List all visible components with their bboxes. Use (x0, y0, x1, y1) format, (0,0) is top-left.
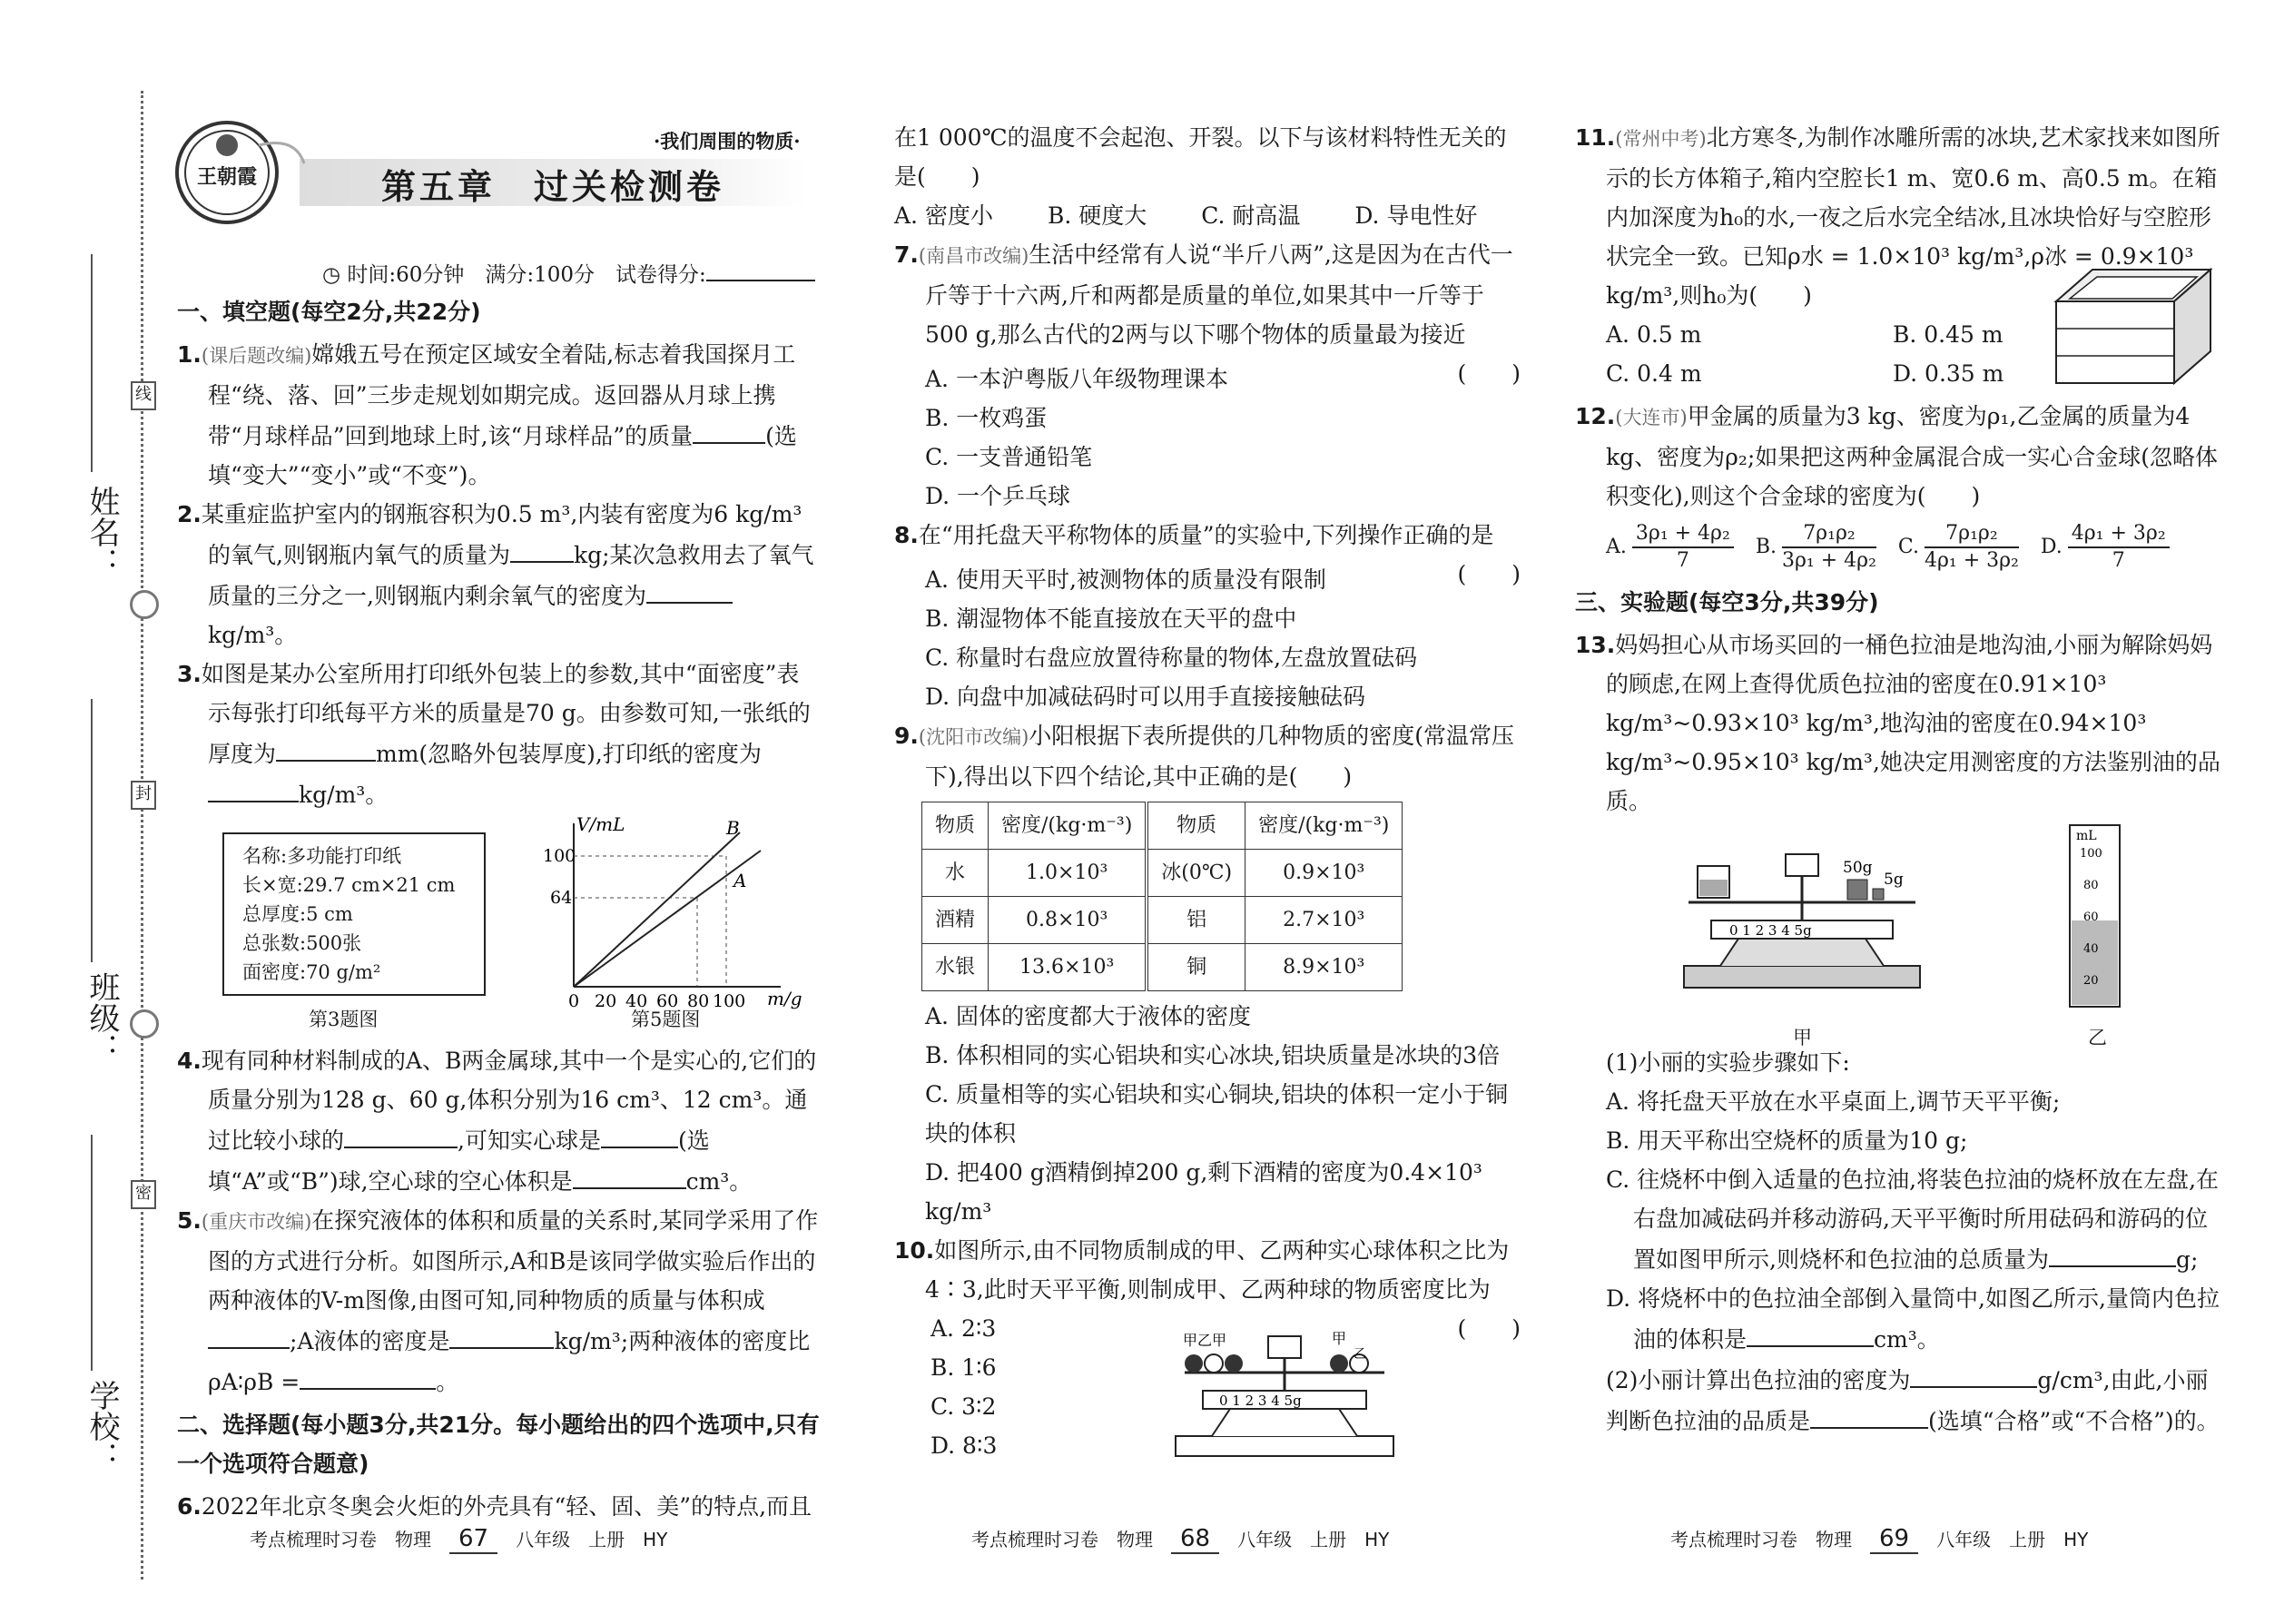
density-table: 物质 密度/(kg·m⁻³) 物质 密度/(kg·m⁻³) 水 1.0×10³ 冰(0℃) 0.9×10³ 酒精 0.8×10³ 铝 2.7×10³ 水银 13.6×10³ 铜 8.9×10³ (921, 802, 1403, 991)
q13-figures (1575, 821, 2224, 1048)
line-a-label: A (733, 870, 747, 891)
question-6-continued: 在1 000℃的温度不会起泡、开裂。以下与该材料特性无关的是( ) (894, 124, 1507, 190)
chapter-tag: ·我们周围的物质· (654, 130, 801, 153)
class-label: 班级： (84, 971, 120, 1064)
option[interactable]: A. 2∶3 (930, 1315, 997, 1342)
option[interactable]: C. 7ρ₁ρ₂ 4ρ₁ + 3ρ₂ (1897, 522, 2019, 572)
svg-text:60: 60 (656, 991, 679, 1011)
section-experiment-title: 三、实验题(每空3分,共39分) (1575, 589, 1879, 615)
step-c: C. 往烧杯中倒入适量的色拉油,将装色拉油的烧杯放在左盘,在右盘加减砝码并移动游码,天平平衡时所用砝码和游码的位置如图甲所示,则烧杯和色拉油的总质量为 g; (1606, 1166, 2220, 1273)
question-8: 8.在“用托盘天平称物体的质量”的实验中,下列操作正确的是 ( ) (894, 522, 1521, 587)
page-title: 第五章 过关检测卷 (381, 167, 725, 207)
option[interactable]: B. 一枚鸡蛋 (925, 405, 1048, 431)
paper-spec-box: 名称:多功能打印纸 长×宽:29.7 cm×21 cm 总厚度:5 cm 总张数:500张 面密度:70 g/m² (222, 832, 486, 996)
weight-50g: 50g (1843, 859, 1873, 877)
question-6: 6.2022年北京冬奥会火炬的外壳具有“轻、固、美”的特点,而且 (177, 1493, 812, 1520)
answer-blank[interactable] (344, 1119, 458, 1148)
logo-text: 王朝霞 (196, 165, 258, 189)
option[interactable]: A. 3ρ₁ + 4ρ₂ 7 (1606, 521, 1734, 574)
question-2: 2.某重症监护室内的钢瓶容积为0.5 m³,内装有密度为6 kg/m³的氧气,则钢瓶内氧气的质量为 kg;某次急救用去了氧气质量的三分之一,则钢瓶内剩余氧气的密度为kg/m³。 (177, 501, 814, 648)
time-text: 时间:60分钟 满分:100分 试卷得分: (347, 263, 706, 287)
measuring-cylinder (2056, 816, 2138, 1016)
clock-icon: ◷ (322, 263, 341, 287)
option[interactable]: D. 把400 g酒精倒掉200 g,剩下酒精的密度为0.4×10³ kg/m³ (925, 1159, 1482, 1225)
answer-blank[interactable] (208, 1320, 290, 1349)
option[interactable]: C. 质量相等的实心铝块和实心铜块,铝块的体积一定小于铜块的体积 (925, 1081, 1509, 1147)
answer-blank[interactable] (693, 415, 765, 444)
question-9: 9.(沈阳市改编)小阳根据下表所提供的几种物质的密度(常温常压下),得出以下四个结论,其中正确的是( ) (894, 723, 1515, 790)
name-line (91, 254, 93, 472)
question-10: 10.如图所示,由不同物质制成的甲、乙两种实心球体积之比为4∶3,此时天平平衡,则制成甲、乙两种球的物质密度比为 ( ) (894, 1237, 1521, 1342)
name-label: 姓名： (84, 486, 120, 578)
q11-area (1575, 315, 2224, 397)
binding-ring (130, 1009, 159, 1038)
step-a: A. 将托盘天平放在水平桌面上,调节天平平衡; (1606, 1088, 2061, 1115)
step-1: (1)小丽的实验步骤如下: (1606, 1049, 1850, 1076)
y-tick: 100 (543, 846, 576, 866)
option[interactable]: C. 3∶2 (930, 1393, 997, 1420)
option[interactable]: B. 体积相同的实心铝块和实心冰块,铝块质量是冰块的3倍 (925, 1042, 1501, 1068)
svg-text:60: 60 (2083, 910, 2099, 924)
answer-blank[interactable] (1747, 1318, 1874, 1347)
line-b-label: B (726, 817, 740, 839)
question-3: 3.如图是某办公室所用打印纸外包装上的参数,其中“面密度”表示每张打印纸每平方米的质量是70 g。由参数可知,一张纸的厚度为 mm(忽略外包装厚度),打印纸的密度为kg/m³。 (177, 661, 811, 808)
time-info (322, 252, 815, 288)
balance-figure-jia (1666, 834, 1938, 1016)
step-b: B. 用天平称出空烧杯的质量为10 g; (1606, 1127, 1968, 1154)
answer-blank[interactable] (276, 733, 376, 762)
right-pan-label-2: 乙 (1354, 1347, 1366, 1362)
figures-row (177, 814, 822, 1041)
question-11: 11.(常州中考)北方寒冬,为制作冰雕所需的冰块,艺术家找来如图所示的长方体箱子,箱内空腔长1 m、宽0.6 m、高0.5 m。在箱内加深度为h₀的水,一夜之后水完全结冰,且冰块恰好与空腔形状完全一致。已知ρ水 = 1.0×10³ kg/m³,ρ冰 = 0.9×10³ kg/m³,则h₀为( ) (1575, 124, 2220, 309)
section-fill-title: 一、填空题(每空2分,共22分) (177, 299, 481, 325)
svg-text:80: 80 (2083, 879, 2099, 892)
answer-blank[interactable] (601, 1119, 678, 1148)
y-axis-label: V/mL (576, 814, 625, 835)
seal-mi: 密 (131, 1180, 156, 1209)
column-3 (1575, 118, 2224, 1441)
svg-text:20: 20 (595, 991, 617, 1011)
option[interactable]: A. 0.5 m (1606, 321, 1702, 348)
option[interactable]: D. 8∶3 (930, 1432, 998, 1459)
option[interactable]: C. 一支普通铅笔 (925, 444, 1093, 470)
question-1: 1.(课后题改编)嫦娥五号在预定区域安全着陆,标志着我国探月工程“绕、落、回”三步走规划如期完成。返回器从月球上携带“月球样品”回到地球上时,该“月球样品”的质量 (选填“变大”“变小”或“不变”)。 (177, 341, 797, 488)
answer-blank[interactable] (300, 1361, 436, 1390)
option[interactable]: B. 硬度大 (1047, 202, 1147, 229)
option[interactable]: D. 向盘中加减砝码时可以用手直接接触砝码 (925, 684, 1366, 710)
q10-area (894, 1309, 1521, 1472)
option[interactable]: B. 1∶6 (930, 1354, 997, 1381)
option[interactable]: C. 称量时右盘应放置待称量的物体,左盘放置砝码 (925, 645, 1418, 671)
question-13: 13.妈妈担心从市场买回的一桶色拉油是地沟油,小丽为解除妈妈的顾虑,在网上查得优质色拉油的密度在0.91×10³ kg/m³~0.93×10³ kg/m³,地沟油的密度在0.94×10³ kg/m³~0.95×10³ kg/m³,她决定用测密度的方法鉴别油的品质。 (1575, 632, 2220, 814)
q12-options (1575, 521, 2224, 574)
question-7: 7.(南昌市改编)生活中经常有人说“半斤八两”,这是因为在古代一斤等于十六两,斤和两都是质量的单位,如果其中一斤等于500 g,那么古代的2两与以下哪个物体的质量最为接近 ( ) (894, 241, 1521, 387)
svg-text:40: 40 (625, 991, 648, 1011)
scale-text: 0 1 2 3 4 5g (1219, 1393, 1302, 1409)
svg-text:100: 100 (2080, 847, 2102, 861)
svg-text:80: 80 (687, 991, 710, 1011)
option[interactable]: C. 0.4 m (1606, 360, 1702, 387)
fig5-caption: 第5题图 (631, 1009, 701, 1030)
x-axis-label: m/g (767, 988, 802, 1009)
right-pan-label: 甲 (1332, 1330, 1347, 1347)
label-jia: 甲 (1793, 1027, 1812, 1048)
class-line (91, 699, 93, 962)
footer-page-67: 考点梳理时习卷 物理 67 八年级 上册 HY (250, 1525, 668, 1552)
seal-xian: 线 (131, 381, 156, 410)
step-2: (2)小丽计算出色拉油的密度为 g/cm³,由此,小丽判断色拉油的品质是 (选填“合格”或“不合格”)的。 (1575, 1359, 2224, 1441)
option[interactable]: B. 潮湿物体不能直接放在天平的盘中 (925, 605, 1297, 632)
school-line (91, 1135, 93, 1371)
option[interactable]: A. 密度小 (894, 202, 993, 229)
answer-blank[interactable] (646, 575, 733, 604)
fig3-caption: 第3题图 (309, 1009, 379, 1030)
option[interactable]: A. 使用天平时,被测物体的质量没有限制 (925, 566, 1326, 593)
option[interactable]: D. 4ρ₁ + 3ρ₂ 7 (2041, 521, 2170, 574)
question-5: 5.(重庆市改编)在探究液体的体积和质量的关系时,某同学采用了作图的方式进行分析。如图所示,A和B是该同学做实验后作出的两种液体的V-m图像,由图可知,同种物质的质量与体积成;A液体的密度是 kg/m³;两种液体的密度比ρA∶ρB = 。 (177, 1207, 819, 1395)
svg-text:0: 0 (568, 991, 580, 1011)
question-4: 4.现有同种材料制成的A、B两金属球,其中一个是实心的,它们的质量分别为128 g、60 g,体积分别为16 cm³、12 cm³。通过比较小球的 ,可知实心球是 (选填“A”或“B”)球,空心球的空心体积是 cm³。 (177, 1048, 817, 1195)
footer-page-68: 考点梳理时习卷 物理 68 八年级 上册 HY (971, 1525, 1390, 1552)
option[interactable]: A. 固体的密度都大于液体的密度 (925, 1003, 1251, 1029)
score-blank (706, 252, 815, 281)
answer-blank[interactable] (573, 1160, 686, 1189)
option[interactable]: B. 0.45 m (1893, 321, 2004, 348)
y-tick: 64 (550, 888, 573, 908)
option[interactable]: D. 导电性好 (1354, 202, 1478, 229)
answer-blank[interactable] (449, 1320, 554, 1349)
column-1 (177, 289, 822, 1526)
answer-blank[interactable] (510, 534, 574, 563)
scale-text: 0 1 2 3 4 5g (1729, 922, 1812, 939)
option[interactable]: D. 0.35 m (1893, 360, 2004, 387)
binding-dotted-line (141, 91, 143, 1580)
school-label: 学校： (84, 1380, 120, 1472)
step-d: D. 将烧杯中的色拉油全部倒入量筒中,如图乙所示,量筒内色拉油的体积是 cm³。 (1606, 1285, 2220, 1353)
left-pan-labels: 甲乙甲 (1183, 1332, 1227, 1349)
option[interactable]: A. 一本沪粤版八年级物理课本 (925, 366, 1228, 392)
weight-5g: 5g (1884, 871, 1904, 889)
answer-blank[interactable] (208, 773, 299, 802)
svg-text:20: 20 (2083, 974, 2099, 988)
option[interactable]: C. 耐高温 (1201, 202, 1301, 229)
table-row: 水银 13.6×10³ 铜 8.9×10³ (922, 944, 1403, 991)
label-yi: 乙 (2088, 1027, 2107, 1048)
seal-feng: 封 (131, 781, 156, 810)
option[interactable]: D. 一个乒乓球 (925, 483, 1071, 509)
question-12: 12.(大连市)甲金属的质量为3 kg、密度为ρ₁,乙金属的质量为4 kg、密度为ρ₂;如果把这两种金属混合成一实心合金球(忽略体积变化),则这个合金球的密度为( ) (1575, 403, 2219, 509)
svg-text:100: 100 (713, 991, 746, 1011)
vm-graph (536, 814, 808, 1023)
q6-options (894, 196, 1521, 235)
column-2 (894, 118, 1521, 1472)
table-row: 酒精 0.8×10³ 铝 2.7×10³ (922, 897, 1403, 944)
answer-blank[interactable] (1910, 1359, 2037, 1388)
answer-blank[interactable] (2049, 1238, 2176, 1267)
cylinder-unit: mL (2076, 829, 2097, 843)
table-row: 水 1.0×10³ 冰(0℃) 0.9×10³ (922, 850, 1403, 897)
option[interactable]: B. 7ρ₁ρ₂ 3ρ₁ + 4ρ₂ (1755, 522, 1876, 572)
footer-page-69: 考点梳理时习卷 物理 69 八年级 上册 HY (1670, 1525, 2089, 1552)
logo-badge (168, 109, 309, 231)
balance-figure-q10 (1148, 1318, 1421, 1468)
svg-text:40: 40 (2083, 942, 2099, 956)
section-choice-title: 二、选择题(每小题3分,共21分。每小题给出的四个选项中,只有一个选项符合题意) (177, 1412, 820, 1477)
binding-ring (130, 590, 159, 619)
box-figure (2047, 261, 2220, 392)
answer-blank[interactable] (1810, 1400, 1928, 1429)
